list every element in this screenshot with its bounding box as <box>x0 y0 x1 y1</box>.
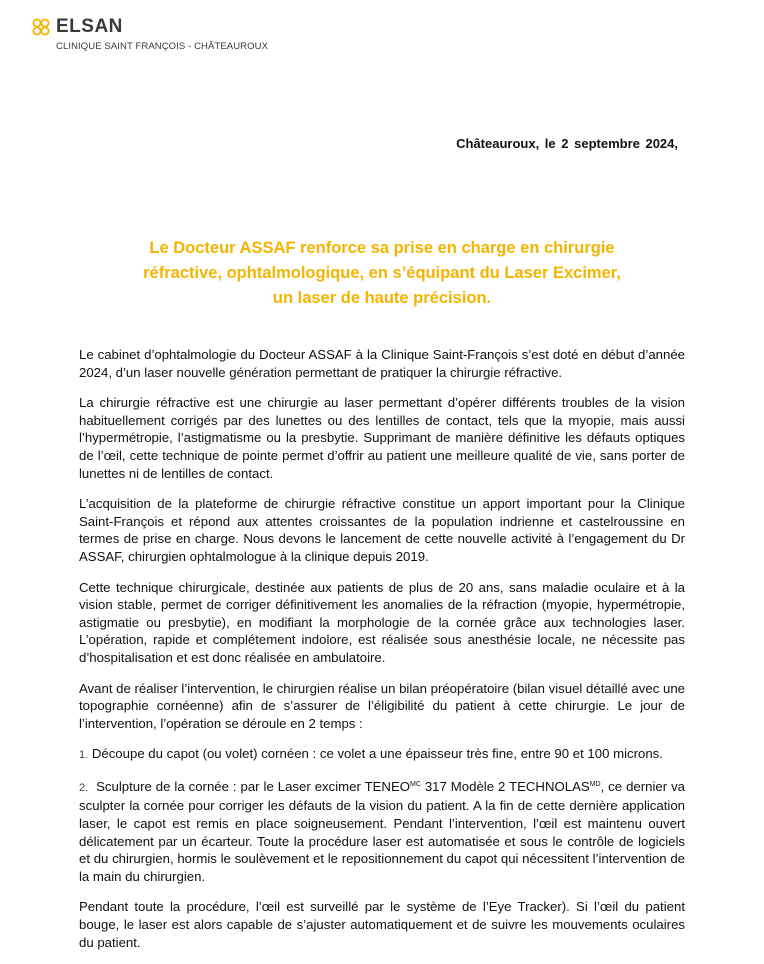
step-text-lead: Sculpture de la cornée : par le Laser excimer TENEO <box>96 778 410 794</box>
paragraph-definition: La chirurgie réfractive est une chirurgie au laser permettant d’opérer différents troubles de la vision habituellement corrigés par des lunettes ou des lentilles de contact, tels que la myopie, mais aussi l’hypermétropie, l’astigmatisme ou la presbytie. Supprimant de manière définitive les défauts optiques de l’œil, cette technique de pointe permet d’offrir au patient une meilleure qualité de vie, sans porter de lunettes ni de lentilles de contact. <box>79 395 685 481</box>
title-line: Le Docteur ASSAF renforce sa prise en charge en chirurgie <box>149 239 615 257</box>
trademark-superscript: MD <box>589 780 601 788</box>
brand-name: ELSAN <box>56 16 123 37</box>
paragraph-eye-tracker: Pendant toute la procédure, l’œil est surveillé par le système de l’Eye Tracker). Si l’œil du patient bouge, le laser est alors capable de s’ajuster automatiquement et de suivre les mouvements oculaires du patient. <box>79 899 685 950</box>
trademark-superscript: MC <box>410 780 421 788</box>
step-number: 1. <box>79 749 89 762</box>
step-text-rest: , ce dernier va sculpter la cornée pour corriger les défauts de la vision du patient. A la fin de cette dernière application laser, le capot est remis en place soigneusement. Pendant l’intervention, l’œil est maintenu ouvert délicatement par un écarteur. Toute la procédure laser est automatisée et sous le contrôle de logiciels et du chirurgien, hormis le soulèvement et le repositionnement du capot qui nécessitent l’intervention de la main du chirurgien. <box>79 778 685 884</box>
title-line: réfractive, ophtalmologique, en s’équipant du Laser Excimer, <box>143 264 621 282</box>
paragraph-procedure: Avant de réaliser l’intervention, le chirurgien réalise un bilan préopératoire (bilan visuel détaillé avec une topographie cornéenne) afin de s’assurer de l’éligibilité du patient à cette chirurgie. Le jour de l’intervention, l’opération se déroule en 2 temps : <box>79 680 686 731</box>
paragraph-intro: Le cabinet d’ophtalmologie du Docteur ASSAF à la Clinique Saint-François s’est doté en début d’année 2024, d’un laser nouvelle génération permettant de pratiquer la chirurgie réfractive. <box>79 347 685 380</box>
step-text: Découpe du capot (ou volet) cornéen : ce volet a une épaisseur très fine, entre 90 et 100 microns. <box>91 746 663 762</box>
date-line: Châteauroux, le 2 septembre 2024, <box>456 136 678 151</box>
step-number: 2. <box>79 781 89 794</box>
title-line: un laser de haute précision. <box>272 289 492 307</box>
step-2 <box>79 778 685 886</box>
step-text-mid: 317 Modèle 2 TECHNOLAS <box>420 778 590 794</box>
step-1 <box>79 745 685 765</box>
elsan-clover-icon <box>31 17 51 37</box>
press-release-title <box>80 236 684 311</box>
document-body <box>79 346 685 964</box>
paragraph-acquisition: L’acquisition de la plateforme de chirurgie réfractive constitue un apport important pour la Clinique Saint-François et répond aux attentes croissantes de la population indrienne et castelroussine en termes de prise en charge. Nous devons le lancement de cette nouvelle activité à l’engagement du Dr ASSAF, chirurgien ophtalmologue à la clinique depuis 2019. <box>79 496 685 564</box>
clinic-subtitle: CLINIQUE SAINT FRANÇOIS - CHÂTEAUROUX <box>56 41 269 52</box>
paragraph-technique: Cette technique chirurgicale, destinée aux patients de plus de 20 ans, sans maladie oculaire et à la vision stable, permet de corriger définitivement les anomalies de la réfraction (myopie, hypermétropie, astigmatie ou presbytie), en modifiant la morphologie de la cornée grâce aux technologies laser. L’opération, rapide et complétement indolore, est réalisée sous anesthésie locale, ne nécessite pas d’hospitalisation et est donc réalisée en ambulatoire. <box>79 579 685 665</box>
